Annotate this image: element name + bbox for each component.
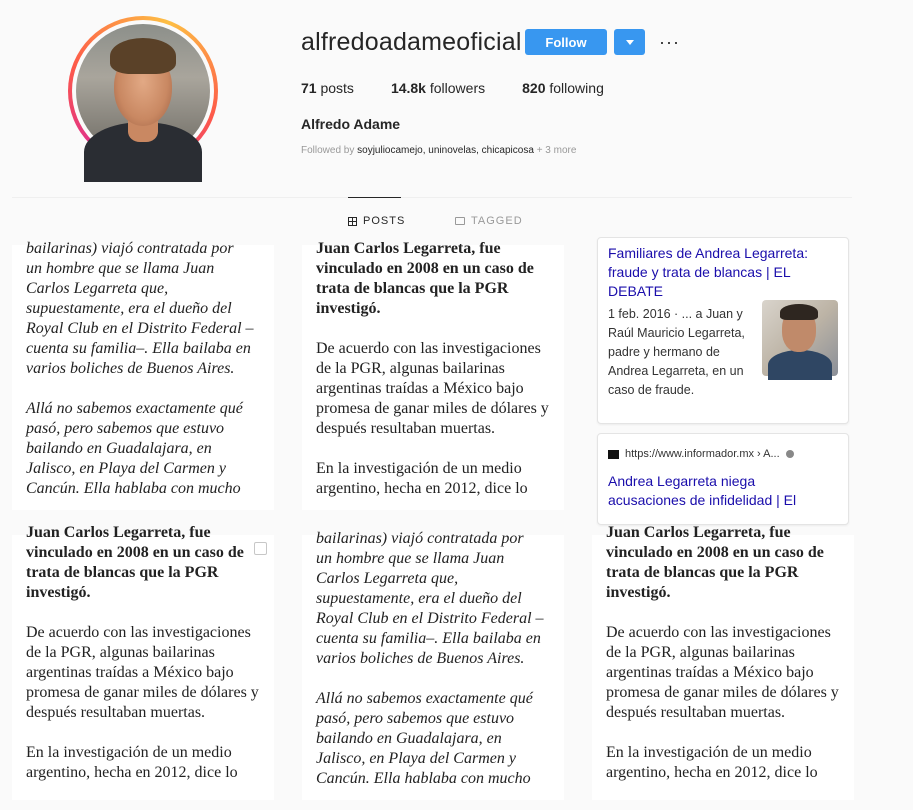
search-result-card — [597, 237, 849, 424]
post-text-line: Juan Carlos Legarreta, fue — [26, 524, 211, 541]
post-headline: vinculado en 2008 en un caso de trata de blancas que la PGR investigó. — [316, 260, 534, 317]
profile-stats — [301, 80, 604, 96]
more-options-icon[interactable]: ··· — [659, 32, 680, 52]
post-text-line: Juan Carlos Legarreta, fue — [606, 524, 791, 541]
post-text-paragraph: un hombre que se llama Juan Carlos Legarreta que, supuestamente, era el dueño del Royal Club en el Distrito Federal –cuenta su familia–. Ella bailaba en varios boliches de Buenos Aires. — [316, 550, 544, 667]
search-result-title: Familiares de Andrea Legarreta: fraude y trata de blancas | EL DEBATE — [608, 245, 808, 299]
post-tile[interactable] — [12, 240, 274, 510]
avatar-photo — [76, 24, 210, 158]
following-stat[interactable] — [522, 80, 604, 96]
post-text-line: bailarinas) viajó contratada por — [316, 530, 524, 547]
profile-full-name: Alfredo Adame — [301, 116, 401, 132]
post-text-paragraph: En la investigación de un medio argentino, hecha en 2012, dice lo — [606, 744, 818, 781]
post-text — [12, 523, 274, 803]
tab-tagged-label: TAGGED — [471, 215, 523, 227]
post-text — [12, 239, 274, 519]
followers-count: 14.8k — [390, 80, 426, 96]
post-text-paragraph: un hombre que se llama Juan Carlos Legarreta que, supuestamente, era el dueño del Royal Club en el Distrito Federal –cuenta su familia–. Ella bailaba en varios boliches de Buenos Aires. — [26, 260, 254, 377]
followed-by-prefix: Followed by — [301, 145, 355, 156]
posts-label: posts — [320, 80, 354, 96]
post-text-paragraph: De acuerdo con las investigaciones de la PGR, algunas bailarinas argentinas traídas a México bajo promesa de ganar miles de dólares y después resultaban muertas. — [606, 624, 839, 721]
tab-tagged[interactable] — [455, 215, 523, 227]
followers-stat[interactable] — [391, 80, 485, 96]
select-checkbox[interactable] — [254, 542, 267, 555]
options-dot-icon — [786, 450, 794, 458]
search-result-url — [608, 448, 794, 460]
post-tile[interactable] — [302, 530, 564, 800]
post-text-paragraph: En la investigación de un medio argentino, hecha en 2012, dice lo — [316, 460, 528, 497]
post-headline: vinculado en 2008 en un caso de trata de blancas que la PGR investigó. — [606, 544, 824, 601]
tab-posts-label: POSTS — [363, 215, 406, 227]
followed-by[interactable] — [301, 145, 576, 156]
grid-icon — [348, 217, 357, 226]
post-text — [592, 523, 854, 803]
post-text-paragraph: De acuerdo con las investigaciones de la PGR, algunas bailarinas argentinas traídas a México bajo promesa de ganar miles de dólares y después resultaban muertas. — [26, 624, 259, 721]
favicon-icon — [608, 450, 619, 459]
posts-stat — [301, 80, 354, 96]
post-text-paragraph: Allá no sabemos exactamente qué pasó, pero sabemos que estuvo bailando en Guadalajara, en Jalisco, en Playa del Carmen y Cancún. Ella hablaba con mucho — [316, 690, 533, 787]
search-result-snippet: 1 feb. 2016 · ... a Juan y Raúl Mauricio Legarreta, padre y hermano de Andrea Legarreta, en un caso de fraude. — [608, 307, 745, 397]
tabs-divider — [12, 197, 852, 198]
avatar-gap — [72, 20, 214, 162]
post-text — [302, 239, 564, 519]
active-tab-indicator — [348, 197, 401, 198]
avatar-hair — [110, 38, 176, 74]
chevron-down-icon — [626, 40, 634, 45]
search-result-title: Andrea Legarreta niega acusaciones de infidelidad | El — [608, 473, 797, 508]
profile-username: alfredoadameoficial — [301, 28, 522, 56]
post-text-paragraph: Allá no sabemos exactamente qué pasó, pero sabemos que estuvo bailando en Guadalajara, en Jalisco, en Playa del Carmen y Cancún. Ella hablaba con mucho — [26, 400, 243, 497]
following-count: 820 — [522, 80, 546, 96]
post-tile[interactable] — [592, 524, 854, 800]
post-text-line: bailarinas) viajó contratada por — [26, 240, 234, 257]
post-text — [302, 529, 564, 809]
post-headline: vinculado en 2008 en un caso de trata de blancas que la PGR investigó. — [26, 544, 244, 601]
tag-icon — [455, 217, 465, 225]
post-tile[interactable] — [302, 240, 564, 510]
post-text-paragraph: En la investigación de un medio argentino, hecha en 2012, dice lo — [26, 744, 238, 781]
profile-avatar[interactable] — [68, 16, 218, 166]
following-label: following — [549, 80, 604, 96]
followed-by-names: soyjuliocamejo, uninovelas, chicapicosa — [357, 145, 534, 156]
followers-label: followers — [429, 80, 486, 96]
followed-by-more: + 3 more — [536, 145, 577, 156]
post-tile[interactable] — [12, 524, 274, 800]
tab-posts[interactable] — [348, 215, 405, 227]
post-tile[interactable] — [592, 245, 854, 510]
follow-button[interactable]: Follow — [525, 29, 607, 55]
search-result-url-text: https://www.informador.mx › A... — [625, 448, 780, 460]
suggestions-dropdown-button[interactable] — [614, 29, 645, 55]
post-text-line: Juan Carlos Legarreta, fue — [316, 240, 501, 257]
posts-count: 71 — [301, 80, 317, 96]
post-text-paragraph: De acuerdo con las investigaciones de la PGR, algunas bailarinas argentinas traídas a México bajo promesa de ganar miles de dólares y después resultaban muertas. — [316, 340, 549, 437]
search-result-thumbnail — [762, 300, 838, 376]
search-result-card — [597, 433, 849, 525]
